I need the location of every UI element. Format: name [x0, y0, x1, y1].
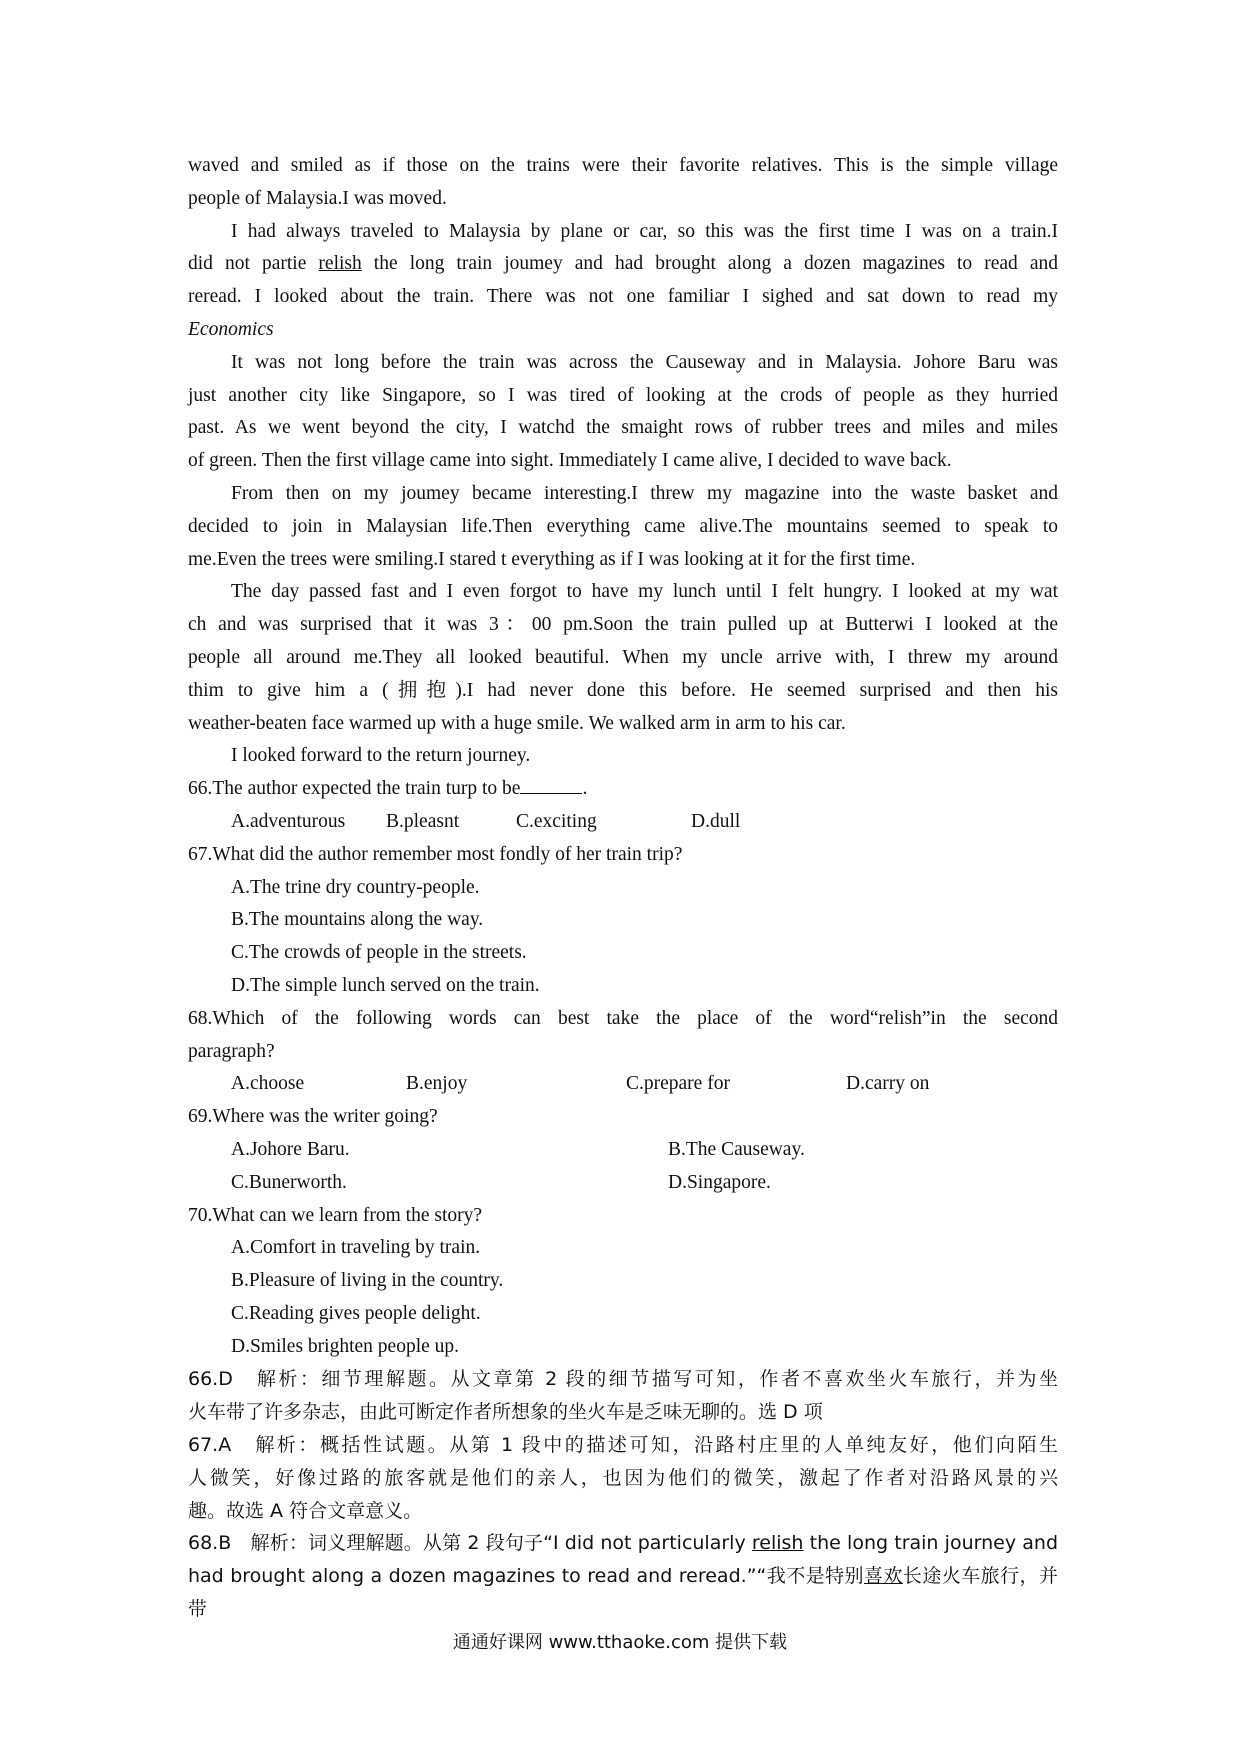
question-67-stem: 67.What did the author remember most fondly of her train trip? — [188, 843, 683, 865]
question-68-stem: 68.Which of the following words can best take the place of the word“relish”in the second — [188, 1007, 1058, 1029]
option-b: B.Pleasure of living in the country. — [231, 1270, 504, 1292]
passage-line: waved and smiled as if those on the trains were their favorite relatives. This is the simple village — [188, 155, 1058, 176]
text-span: the long train journey and — [803, 1532, 1058, 1555]
page-footer: 通通好课网 www.tthaoke.com 提供下载 — [452, 1632, 788, 1653]
text-span: did not partie — [188, 253, 319, 275]
answer-67-line: 趣。故选 A 符合文章意义。 — [188, 1499, 423, 1522]
passage-line: ch and was surprised that it was 3：00 pm.Soon the train pulled up at Butterwi I looked at the — [188, 614, 1058, 636]
passage-line — [188, 248, 1058, 281]
answer-67-line: 67.A 解析：概括性试题。从第 1 段中的描述可知，沿路村庄里的人单纯友好，他们向陌生 — [188, 1434, 1058, 1457]
option-a: A.Comfort in traveling by train. — [231, 1237, 481, 1259]
underlined-word-relish: relish — [318, 253, 362, 275]
option-b: B.enjoy — [406, 1073, 468, 1095]
passage-line: reread. I looked about the train. There was not one familiar I sighed and sat down to read my — [188, 286, 1058, 308]
passage-line: thim to give him a (拥抱).I had never done this before. He seemed surprised and then his — [188, 679, 1058, 701]
passage-line-italic: Economics — [188, 318, 274, 340]
question-68-options — [188, 1068, 1058, 1101]
option-c: C.Reading gives people delight. — [231, 1302, 481, 1324]
option-c: C.exciting — [516, 810, 597, 832]
passage-line: The day passed fast and I even forgot to have my lunch until I felt hungry. I looked at my wat — [231, 581, 1058, 603]
option-d: D.Smiles brighten people up. — [231, 1335, 460, 1357]
option-c: C.The crowds of people in the streets. — [231, 942, 527, 964]
option-d: D.The simple lunch served on the train. — [231, 974, 540, 996]
passage-line: decided to join in Malaysian life.Then everything came alive.The mountains seemed to speak to — [188, 515, 1058, 537]
answer-66-line: 火车带了许多杂志，由此可断定作者所想象的坐火车是乏味无聊的。选 D 项 — [188, 1401, 823, 1424]
passage-line: people of Malaysia.I was moved. — [188, 187, 447, 209]
passage-line: weather-beaten face warmed up with a huge smile. We walked arm in arm to his car. — [188, 712, 846, 734]
option-a: A.The trine dry country-people. — [231, 876, 480, 898]
option-a: A.Johore Baru. — [231, 1138, 350, 1160]
passage-line: From then on my joumey became interesting.I threw my magazine into the waste basket and — [231, 482, 1058, 504]
question-66-options — [188, 806, 1058, 839]
underlined-word-relish: relish — [751, 1532, 804, 1555]
passage-line: I had always traveled to Malaysia by plane or car, so this was the first time I was on a train.I — [231, 220, 1058, 242]
question-69-options-row — [188, 1134, 1058, 1167]
answer-68-line — [188, 1560, 1058, 1621]
option-b: B.pleasnt — [386, 810, 460, 832]
passage-line: past. As we went beyond the city, I watchd the smaight rows of rubber trees and miles and miles — [188, 417, 1058, 439]
option-d: D.carry on — [846, 1073, 930, 1095]
text-span: had brought along a dozen magazines to read and reread.”“我不是特别 — [188, 1565, 864, 1588]
option-c: C.Bunerworth. — [231, 1171, 347, 1193]
passage-line: It was not long before the train was across the Causeway and in Malaysia. Johore Baru was — [231, 351, 1058, 373]
underlined-word-enjoy-cn: 喜欢 — [864, 1565, 903, 1588]
option-d: D.Singapore. — [668, 1171, 771, 1193]
question-66-stem — [188, 773, 1058, 806]
option-b: B.The mountains along the way. — [231, 909, 484, 931]
answer-68-line — [188, 1527, 1058, 1560]
question-69-stem: 69.Where was the writer going? — [188, 1106, 438, 1128]
passage-line: just another city like Singapore, so I was tired of looking at the crods of people as they hurried — [188, 384, 1058, 406]
document-body — [188, 150, 1058, 1621]
option-a: A.choose — [231, 1073, 305, 1095]
option-b: B.The Causeway. — [668, 1138, 805, 1160]
text-span: 66.The author expected the train turp to be — [188, 778, 521, 800]
option-d: D.dull — [691, 810, 741, 832]
question-68-stem-cont: paragraph? — [188, 1040, 275, 1062]
text-span: 68.B 解析：词义理解题。从第 2 段句子“I did not particularly — [188, 1532, 752, 1555]
option-a: A.adventurous — [231, 810, 346, 832]
passage-line: me.Even the trees were smiling.I stared t everything as if I was looking at it for the first time. — [188, 548, 916, 570]
question-69-options-row — [188, 1167, 1058, 1200]
option-c: C.prepare for — [626, 1073, 730, 1095]
passage-line: I looked forward to the return journey. — [231, 745, 531, 767]
answer-blank — [520, 775, 582, 794]
text-span: 长途火车旅行，并带 — [188, 1565, 1058, 1621]
answer-67-line: 人微笑，好像过路的旅客就是他们的亲人，也因为他们的微笑，激起了作者对沿路风景的兴 — [188, 1466, 1058, 1489]
text-span: . — [582, 778, 588, 800]
passage-line: people all around me.They all looked beautiful. When my uncle arrive with, I threw my around — [188, 646, 1058, 668]
text-span: the long train joumey and had brought along a dozen magazines to read and — [361, 253, 1058, 275]
passage-line: of green. Then the first village came into sight. Immediately I came alive, I decided to wave back. — [188, 450, 952, 472]
answer-66-line: 66.D 解析：细节理解题。从文章第 2 段的细节描写可知，作者不喜欢坐火车旅行，并为坐 — [188, 1368, 1058, 1391]
question-70-stem: 70.What can we learn from the story? — [188, 1204, 483, 1226]
